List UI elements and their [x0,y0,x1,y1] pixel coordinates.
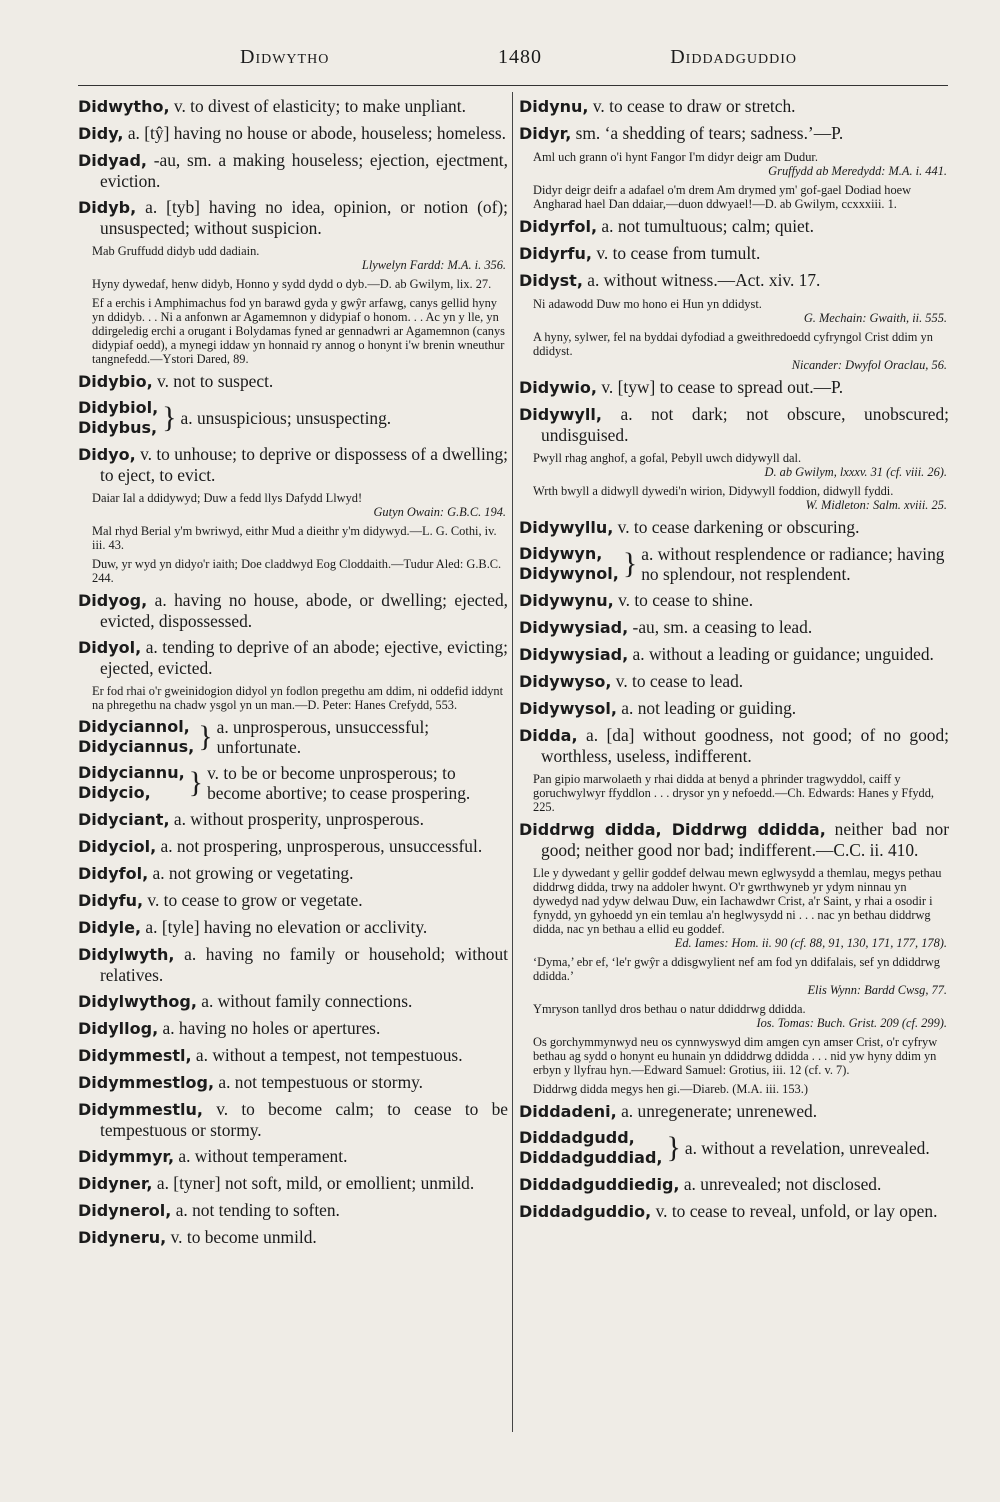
citation-text: Aml uch grann o'i hynt Fangor I'm didyr deigr am Dudur. [533,150,818,164]
citation [533,1002,949,1030]
citation-text: A hyny, sylwer, fel na byddai dyfodiad a gweithredoedd cyfryngol Crist ddim yn ddidyst. [533,330,933,358]
entry-headword: Didyst, [519,271,583,290]
entry-headword: Didywyll, [519,405,602,424]
citation-source: W. Midleton: Salm. xviii. 25. [805,498,947,512]
citation-source: Gruffydd ab Meredydd: M.A. i. 441. [768,164,947,178]
entry-definition: a. [tŷ] having no house or abode, houseless; homeless. [123,123,507,143]
entry-headword: Didybiol, [78,398,159,417]
entry-headwords [519,1128,662,1168]
running-head-right: Diddadguddio [670,46,797,68]
column-divider [512,92,513,1432]
citation-text: Mal rhyd Berial y'm bwriwyd, eithr Mud a dieithr y'm didywyd.—L. G. Cothi, iv. iii. 43. [92,524,497,552]
entry-definition: -au, sm. a making houseless; ejection, ejectment, eviction. [100,150,508,191]
entry-headword: Didywynol, [519,564,619,583]
entry-headword: Diddadguddio, [519,1202,652,1221]
entry-headword: Didyrfu, [519,244,592,263]
entry-definition: a. without a revelation, unrevealed. [684,1138,930,1158]
entry-definition: a. not tumultuous; calm; quiet. [597,216,814,236]
entry-headword: Diddadguddiad, [519,1148,663,1167]
dictionary-entry [519,96,949,117]
citation-source: Ed. Iames: Hom. ii. 90 (cf. 88, 91, 130, 171, 177, 178). [674,936,947,950]
dictionary-entry [519,819,949,860]
entry-headword: Diddadgudd, [519,1128,635,1147]
entry-headword: Didda, [519,726,578,745]
entry-definition: a. without temperament. [174,1146,348,1166]
citation-text: Mab Gruffudd didyb udd dadiain. [92,244,260,258]
entry-headwords [78,763,185,803]
entry-headword: Didyol, [78,638,142,657]
entry-definition: v. to cease to shine. [613,590,754,610]
dictionary-entry [519,517,949,538]
entry-headword: Didyle, [78,918,142,937]
header-rule [78,85,948,86]
citation [92,277,508,291]
entry-headword: Didyfol, [78,864,149,883]
entry-definition: a. not prospering, unprosperous, unsuccessful. [156,836,483,856]
entry-headword: Didymmestlog, [78,1073,215,1092]
citation-text: Wrth bwyll a didwyll dywedi'n wirion, Didywyll foddion, didwyll fyddi. [533,484,894,498]
citation-text: ‘Dyma,’ ebr ef, ‘le'r gwŷr a ddisgwylient nef am fod yn ddifalais, sef yn ddiddrwg ddidda.’ [533,955,940,983]
entry-definition: a. [tyb] having no idea, opinion, or notion (of); unsuspected; without suspicion. [100,197,508,238]
entry-headword: Didyb, [78,198,137,217]
dictionary-entry [78,637,508,678]
entry-definition: a. without witness.—Act. xiv. 17. [582,270,821,290]
entry-headword: Didywyso, [519,672,612,691]
left-column [78,96,508,1254]
citation-text: Lle y dywedant y gellir goddef delwau mewn eglwysydd a themlau, megys pethau diddrwg didda, trwy na addoler hwynt. O'r gwrthwyneb yr ydym ninnau yn dywedyd nad ydyw delwau Duw, ein Iachawdwr Crist, a'r Saint, y rhai a osodir i fynydd, yn gyhoedd yn ein temlau a'n heglwysydd ni . . . nac yn bethau diddrwg didda, nac yn bethau a ellid eu goddef. [533,866,942,936]
dictionary-entry [78,96,508,117]
citation-text: Os gorchymmynwyd neu os cynnwyswyd dim amgen cyn amser Crist, o'r cyfryw bethau ag sydd o honynt eu hunain yn ddiddrwg ddidda . . . nid yw hyny ddim yn erbyn y llyfrau hyn.—Edward Samuel: Grotius, iii. 12 (cf. v. 7). [533,1035,938,1077]
page-number: 1480 [498,46,542,68]
citation [533,772,949,814]
entry-headword: Didymmestl, [78,1046,192,1065]
citation [92,684,508,712]
entry-definition: v. [tyw] to cease to spread out.—P. [596,377,844,397]
citation-text: Ni adawodd Duw mo hono ei Hun yn ddidyst. [533,297,762,311]
citation-source: Nicander: Dwyfol Oraclau, 56. [791,358,947,372]
entry-definition: a. [da] without goodness, not good; of no good; worthless, useless, indifferent. [541,725,949,766]
dictionary-entry [519,1201,949,1222]
entry-headword: Didwytho, [78,97,170,116]
entry-definition: a. not leading or guiding. [616,698,797,718]
entry-headword: Didylwythog, [78,992,197,1011]
dictionary-entry-pair [519,1128,949,1168]
dictionary-entry [78,1072,508,1093]
dictionary-entry [519,243,949,264]
citation [533,955,949,997]
entry-definition: v. to cease to reveal, unfold, or lay open. [651,1201,938,1221]
citation-source: Gutyn Owain: G.B.C. 194. [373,505,506,519]
entry-definition: v. not to suspect. [152,371,274,391]
dictionary-entry [78,1200,508,1221]
entry-definition: a. not growing or vegetating. [148,863,354,883]
dictionary-entry-pair [78,717,508,757]
citation-source: G. Mechain: Gwaith, ii. 555. [803,311,947,325]
dictionary-entry [78,809,508,830]
entry-headword: Didywio, [519,378,597,397]
citation [533,183,949,211]
entry-headword: Didyciannu, [78,763,185,782]
citation [533,1082,949,1096]
entry-headword: Didyog, [78,591,148,610]
citation-text: Pan gipio marwolaeth y rhai didda at benyd a phrinder tragwyddol, caiff y goruchwylwyr ffyddlon . . . drysor yn y nefoedd.—Ch. Edwards: Hanes y Ffydd, 225. [533,772,935,814]
dictionary-entry [519,404,949,445]
citation-source: Elis Wynn: Bardd Cwsg, 77. [807,983,947,997]
entry-headword: Didybus, [78,418,158,437]
entry-definition: v. to cease from tumult. [591,243,761,263]
citation [533,451,949,479]
entry-headword: Didywyllu, [519,518,614,537]
right-column [519,96,949,1228]
entry-definition: a. without prosperity, unprosperous. [169,809,424,829]
entry-definition: v. to cease darkening or obscuring. [613,517,860,537]
dictionary-entry [519,698,949,719]
citation-text: Didyr deigr deifr a adafael o'm drem Am drymed ym' gof-gael Dodiad hoew Angharad hael Dan ddaiar,—duon ddwyael!—D. ab Gwilym, ccxxxiii. 1. [533,183,912,211]
running-head-left: Didwytho [240,46,330,68]
dictionary-entry [519,1101,949,1122]
entry-headword: Didyneru, [78,1228,167,1247]
entry-headword: Didywysiad, [519,645,629,664]
entry-definition: a. without a tempest, not tempestuous. [191,1045,463,1065]
dictionary-entry [519,1174,949,1195]
entry-definition: v. to cease to lead. [611,671,744,691]
dictionary-entry [519,216,949,237]
entry-definition: a. having no holes or apertures. [158,1018,381,1038]
entry-headword: Didywyn, [519,544,603,563]
dictionary-entry [78,590,508,631]
citation-source: D. ab Gwilym, lxxxv. 31 (cf. viii. 26). [764,465,947,479]
dictionary-entry [78,150,508,191]
entry-definition: v. to become calm; to cease to be tempestuous or stormy. [100,1099,508,1140]
citation [533,330,949,372]
entry-headword: Didyllog, [78,1019,159,1038]
brace-glyph: } [188,766,204,799]
dictionary-entry [78,863,508,884]
citation-text: Duw, yr wyd yn didyo'r iaith; Doe claddwyd Eog Cloddaith.—Tudur Aled: G.B.C. 244. [92,557,502,585]
entry-definition: a. unregenerate; unrenewed. [616,1101,818,1121]
dictionary-entry [78,1173,508,1194]
dictionary-entry [78,123,508,144]
citation-text: Diddrwg didda megys hen gi.—Diareb. (M.A. iii. 153.) [533,1082,808,1096]
entry-headword: Didylwyth, [78,945,175,964]
entry-headword: Didymmestlu, [78,1100,203,1119]
dictionary-entry [519,270,949,291]
brace-glyph: } [666,1131,681,1164]
entry-definition: sm. ‘a shedding of tears; sadness.’—P. [571,123,844,143]
dictionary-entry [519,671,949,692]
entry-headwords [78,398,158,438]
dictionary-entry [519,617,949,638]
entry-headword: Diddadguddiedig, [519,1175,680,1194]
citation [533,1035,949,1077]
entry-headwords [78,717,194,757]
citation-text: Er fod rhai o'r gweinidogion didyol yn fodlon pregethu am ddim, ni oddefid iddynt na phregethu na chadw ysgol yn un man.—D. Peter: Hanes Crefydd, 553. [92,684,504,712]
dictionary-entry [78,444,508,485]
citation [92,296,508,366]
brace-glyph: } [622,547,638,580]
citation [533,297,949,325]
dictionary-entry [78,836,508,857]
entry-definition: a. without a leading or guidance; unguided. [628,644,934,664]
brace-glyph: } [162,401,177,434]
citation-text: Pwyll rhag anghof, a gofal, Pebyll uwch didywyll dal. [533,451,802,465]
citation-source: Llywelyn Fardd: M.A. i. 356. [361,258,506,272]
entry-headword: Didyo, [78,445,136,464]
entry-headword: Diddadeni, [519,1102,617,1121]
entry-headword: Didyciannol, [78,717,190,736]
citation-text: Daiar Ial a ddidywyd; Duw a fedd llys Dafydd Llwyd! [92,491,363,505]
entry-definition: v. to become unmild. [166,1227,317,1247]
dictionary-entry [519,123,949,144]
citation [92,244,508,272]
entry-definition: a. unprosperous, unsuccessful; unfortunate. [216,717,430,757]
entry-definition: a. having no house, abode, or dwelling; ejected, evicted, dispossessed. [100,590,508,631]
citation-source: Ios. Tomas: Buch. Grist. 209 (cf. 299). [756,1016,947,1030]
dictionary-entry [519,590,949,611]
entry-headword: Didywysol, [519,699,617,718]
citation [92,557,508,585]
entry-headwords [519,544,619,584]
entry-headword: Didyciant, [78,810,170,829]
entry-definition: a. tending to deprive of an abode; ejective, evicting; ejected, evicted. [100,637,508,678]
entry-headword: Didy, [78,124,124,143]
dictionary-entry [519,725,949,766]
dictionary-entry-pair [519,544,949,584]
entry-headword: Didymmyr, [78,1147,175,1166]
entry-definition: v. to cease to grow or vegetate. [143,890,363,910]
entry-headword: Didywynu, [519,591,614,610]
entry-headword: Didyner, [78,1174,153,1193]
citation-text: Ef a erchis i Amphimachus fod yn barawd gyda y gwŷr arfawg, canys gellid hyny yn ddidyb. . . Ni a anfonwn ar Agamemnon y didypiaf o honom. . . Ac yn y lle, yn ddirgeledig erchi a orugant i Bolydamas fyned ar gennadwri ar Agamemnon (canys didypiaf oedd), a mynegi iddaw yn honnaid ry annog o honynt i'w brenin wneuthur tangnefedd.—Ystori Dared, 89. [92,296,506,366]
dictionary-entry-pair [78,763,508,803]
entry-headword: Diddrwg didda, Diddrwg ddidda, [519,820,826,839]
entry-definition: a. having no family or household; without relatives. [100,944,508,985]
dictionary-entry [78,1227,508,1248]
entry-headword: Didybio, [78,372,153,391]
entry-definition: a. unsuspicious; unsuspecting. [180,408,392,428]
dictionary-entry [519,644,949,665]
entry-headword: Didyciannus, [78,737,195,756]
citation-text: Ymryson tanllyd dros bethau o natur ddiddrwg ddidda. [533,1002,806,1016]
entry-definition: -au, sm. a ceasing to lead. [628,617,813,637]
dictionary-entry [519,377,949,398]
dictionary-entry [78,1099,508,1140]
dictionary-entry [78,1146,508,1167]
citation [533,150,949,178]
citation [92,524,508,552]
entry-headword: Didycio, [78,783,151,802]
dictionary-entry [78,371,508,392]
dictionary-entry [78,917,508,938]
page-header [80,40,942,80]
entry-definition: a. [tyner] not soft, mild, or emollient; unmild. [152,1173,475,1193]
citation [533,866,949,950]
entry-definition: a. not dark; not obscure, unobscured; undisguised. [541,404,949,445]
entry-definition: a. without resplendence or radiance; having no splendour, not resplendent. [641,544,945,584]
entry-definition: v. to divest of elasticity; to make unpliant. [169,96,466,116]
entry-headword: Didyciol, [78,837,157,856]
dictionary-entry [78,944,508,985]
entry-definition: a. unrevealed; not disclosed. [679,1174,882,1194]
dictionary-entry [78,991,508,1012]
entry-headword: Didynerol, [78,1201,172,1220]
entry-headword: Didywysiad, [519,618,629,637]
entry-definition: a. [tyle] having no elevation or acclivity. [141,917,428,937]
entry-headword: Didyr, [519,124,572,143]
dictionary-entry-pair [78,398,508,438]
citation [533,484,949,512]
entry-headword: Didyad, [78,151,147,170]
entry-headword: Didynu, [519,97,589,116]
entry-definition: a. not tending to soften. [171,1200,340,1220]
entry-definition: neither bad nor good; neither good nor bad; indifferent.—C.C. ii. 410. [541,819,949,860]
dictionary-entry [78,890,508,911]
dictionary-entry [78,1045,508,1066]
dictionary-entry [78,197,508,238]
citation [92,491,508,519]
brace-glyph: } [198,720,213,753]
dictionary-entry [78,1018,508,1039]
entry-definition: v. to be or become unprosperous; to become abortive; to cease prospering. [207,763,471,803]
entry-definition: a. not tempestuous or stormy. [214,1072,424,1092]
entry-headword: Didyrfol, [519,217,598,236]
entry-definition: v. to cease to draw or stretch. [588,96,796,116]
entry-definition: v. to unhouse; to deprive or dispossess of a dwelling; to eject, to evict. [100,444,508,485]
entry-definition: a. without family connections. [196,991,413,1011]
entry-headword: Didyfu, [78,891,144,910]
citation-text: Hyny dywedaf, henw didyb, Honno y sydd dydd o dyb.—D. ab Gwilym, lix. 27. [92,277,492,291]
